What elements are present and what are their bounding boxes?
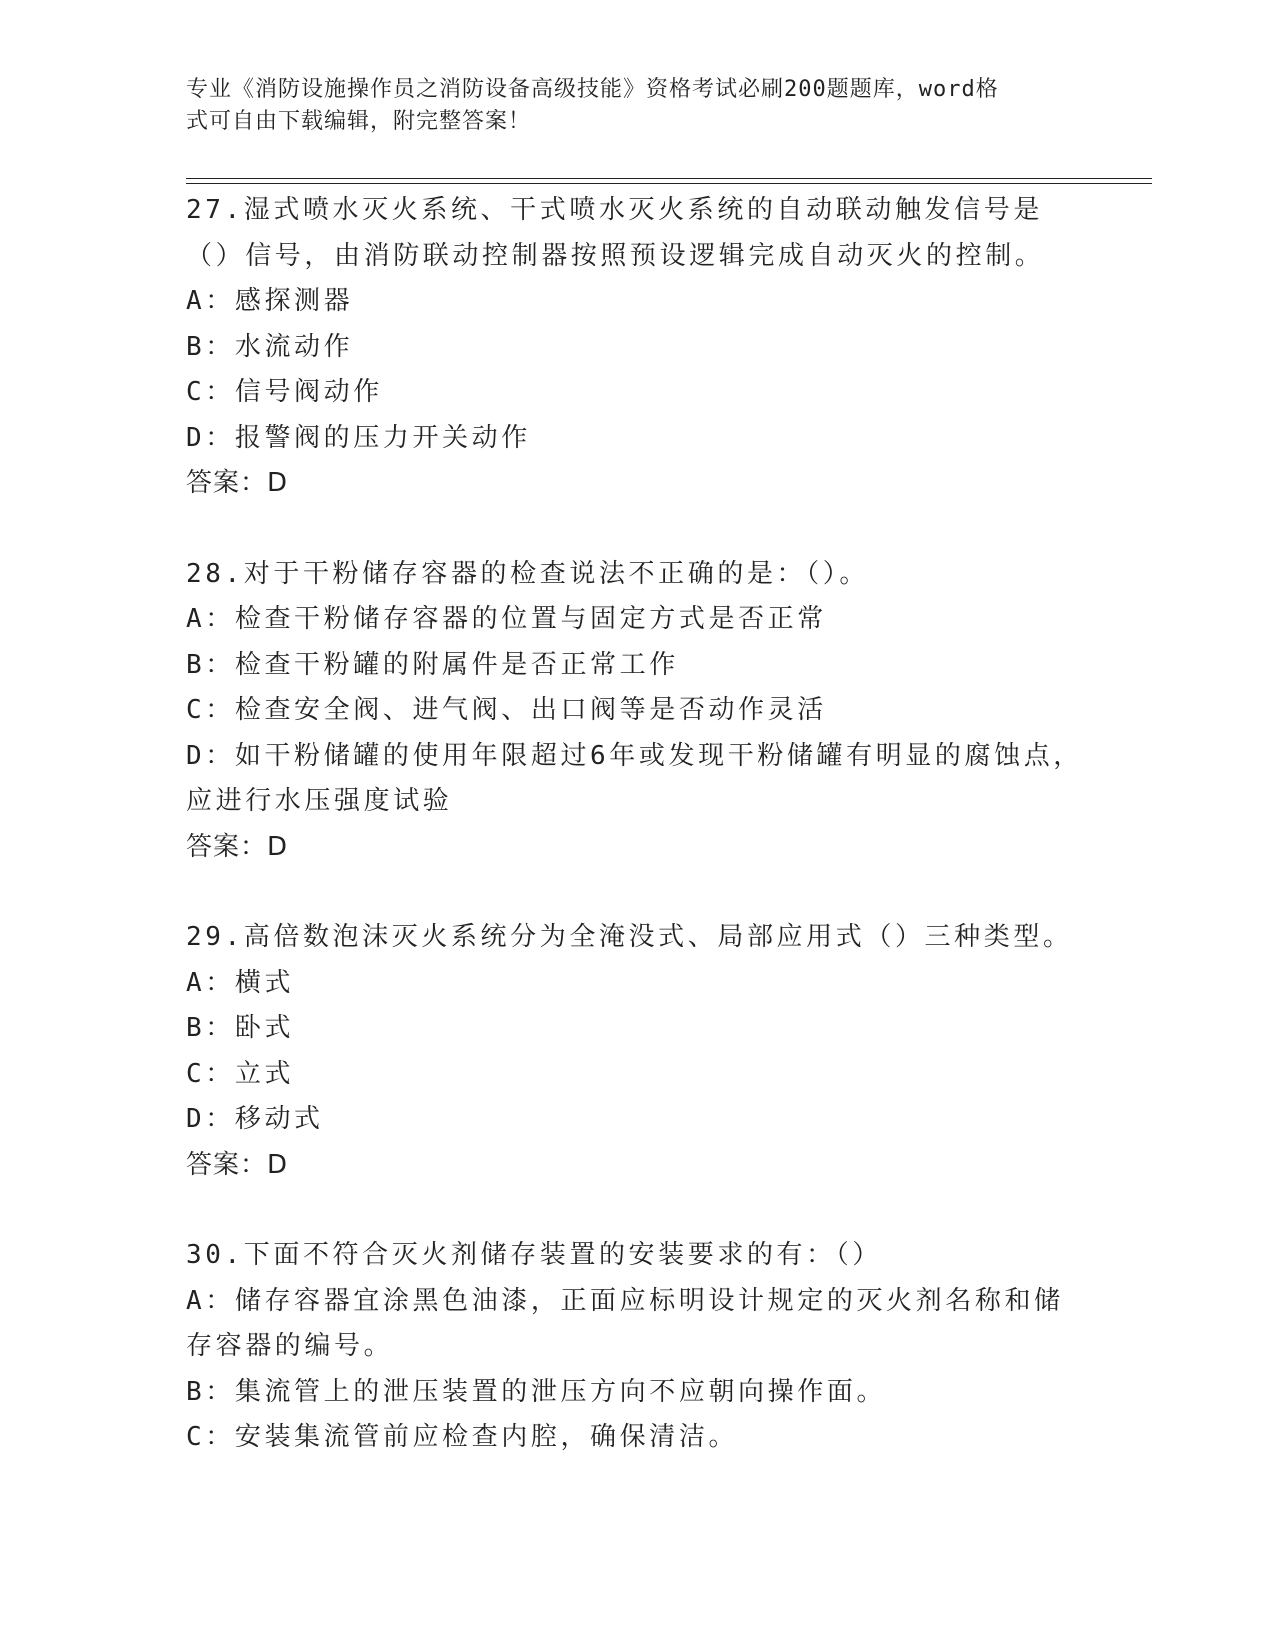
option-c: C：立式 bbox=[186, 1058, 295, 1089]
question-list bbox=[186, 188, 1086, 1506]
option-d: D：如干粉储罐的使用年限超过6年或发现干粉储罐有明显的腐蚀点，应进行水压强度试验 bbox=[186, 740, 1083, 816]
option-a: A：储存容器宜涂黑色油漆，正面应标明设计规定的灭火剂名称和储存容器的编号。 bbox=[186, 1285, 1064, 1361]
option-b: B：检查干粉罐的附属件是否正常工作 bbox=[186, 649, 679, 680]
header-divider-bottom bbox=[186, 183, 1152, 184]
option-b: B：卧式 bbox=[186, 1013, 295, 1043]
question-stem: 27.湿式喷水灭火系统、干式喷水灭火系统的自动联动触发信号是（）信号，由消防联动控制器按照预设逻辑完成自动灭火的控制。 bbox=[186, 195, 1045, 271]
option-c: C：检查安全阀、进气阀、出口阀等是否动作灵活 bbox=[186, 695, 827, 725]
option-a: A：感探测器 bbox=[186, 286, 354, 316]
header-divider-top bbox=[186, 178, 1152, 179]
question-29 bbox=[186, 915, 1086, 1188]
question-27 bbox=[186, 188, 1086, 507]
option-b: B：水流动作 bbox=[186, 331, 354, 362]
option-c: C：安装集流管前应检查内腔，确保清洁。 bbox=[186, 1422, 739, 1452]
option-d: D：移动式 bbox=[186, 1104, 324, 1134]
question-30 bbox=[186, 1233, 1086, 1461]
answer-line: 答案：D bbox=[186, 468, 289, 498]
answer-line: 答案：D bbox=[186, 1149, 289, 1180]
question-stem: 28.对于干粉储存容器的检查说法不正确的是：（）。 bbox=[186, 558, 869, 589]
option-d: D：报警阀的压力开关动作 bbox=[186, 422, 531, 453]
option-a: A：横式 bbox=[186, 967, 295, 998]
option-c: C：信号阀动作 bbox=[186, 377, 383, 407]
document-header bbox=[186, 74, 1066, 138]
question-28 bbox=[186, 552, 1086, 871]
question-stem: 30.下面不符合灭火剂储存装置的安装要求的有：（） bbox=[186, 1240, 882, 1270]
question-stem: 29.高倍数泡沫灭火系统分为全淹没式、局部应用式（）三种类型。 bbox=[186, 922, 1073, 952]
option-b: B：集流管上的泄压装置的泄压方向不应朝向操作面。 bbox=[186, 1376, 887, 1407]
header-line-2: 式可自由下载编辑，附完整答案！ bbox=[186, 109, 532, 134]
header-line-1: 专业《消防设施操作员之消防设备高级技能》资格考试必刷200题题库，word格 bbox=[186, 77, 999, 102]
option-a: A：检查干粉储存容器的位置与固定方式是否正常 bbox=[186, 604, 827, 634]
answer-line: 答案：D bbox=[186, 831, 289, 862]
